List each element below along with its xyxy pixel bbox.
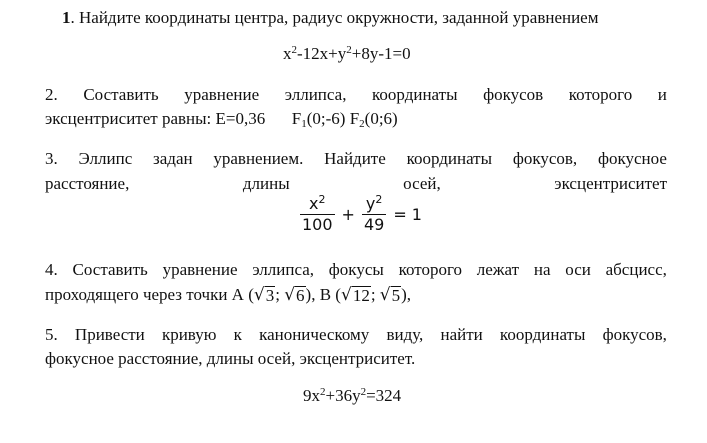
problem-1-text: . Найдите координаты центра, радиус окружности, заданной уравнением bbox=[70, 8, 599, 27]
problem-5-equation: $9x^2+36y^2=324$ bbox=[303, 386, 402, 405]
fraction-x: $\frac{x^2}{100}$ bbox=[302, 193, 333, 234]
sqrt-12: √ 12 bbox=[340, 285, 370, 305]
problem-1-line-1 bbox=[62, 8, 599, 28]
problem-3-line-1: 3. Эллипс задан уравнением. Найдите координаты фокусов, фокусное bbox=[45, 149, 667, 168]
problem-3-equation: $\frac{x^2}{100}$ + $\frac{y^2}{49}$ = 1 bbox=[302, 193, 422, 234]
problem-1-number: 1 bbox=[62, 8, 71, 27]
problem-4-line-1: 4. Составить уравнение эллипса, фокусы которого лежат на оси абсцисс, bbox=[45, 260, 667, 279]
problem-4-line-2: проходящего через точки А ( √ 3 ; √ 6 ), В ( √ 12 ; √ 5 ), bbox=[45, 285, 412, 305]
problem-5-line-1: 5. Привести кривую к каноническому виду, найти координаты фокусов, bbox=[45, 325, 667, 344]
problem-1-equation: $x^2-12x+y^2+8y-1=0$ bbox=[283, 44, 411, 63]
fraction-y: $\frac{y^2}{49}$ bbox=[363, 193, 385, 234]
problem-2-line-2: эксцентриситет равны: E=0,36 $F_1(0;-6)$ $F_2(0;6)$ bbox=[45, 109, 398, 130]
sqrt-3: √ 3 bbox=[253, 285, 275, 305]
sqrt-5: √ 5 bbox=[379, 285, 401, 305]
problem-2-line-1: 2. Составить уравнение эллипса, координаты фокусов которого и bbox=[45, 85, 667, 104]
problem-5-line-2: фокусное расстояние, длины осей, эксцентриситет. bbox=[45, 349, 416, 368]
sqrt-6: √ 6 bbox=[284, 285, 305, 305]
problem-3-line-2: расстояние, длины осей, эксцентриситет bbox=[45, 174, 667, 193]
